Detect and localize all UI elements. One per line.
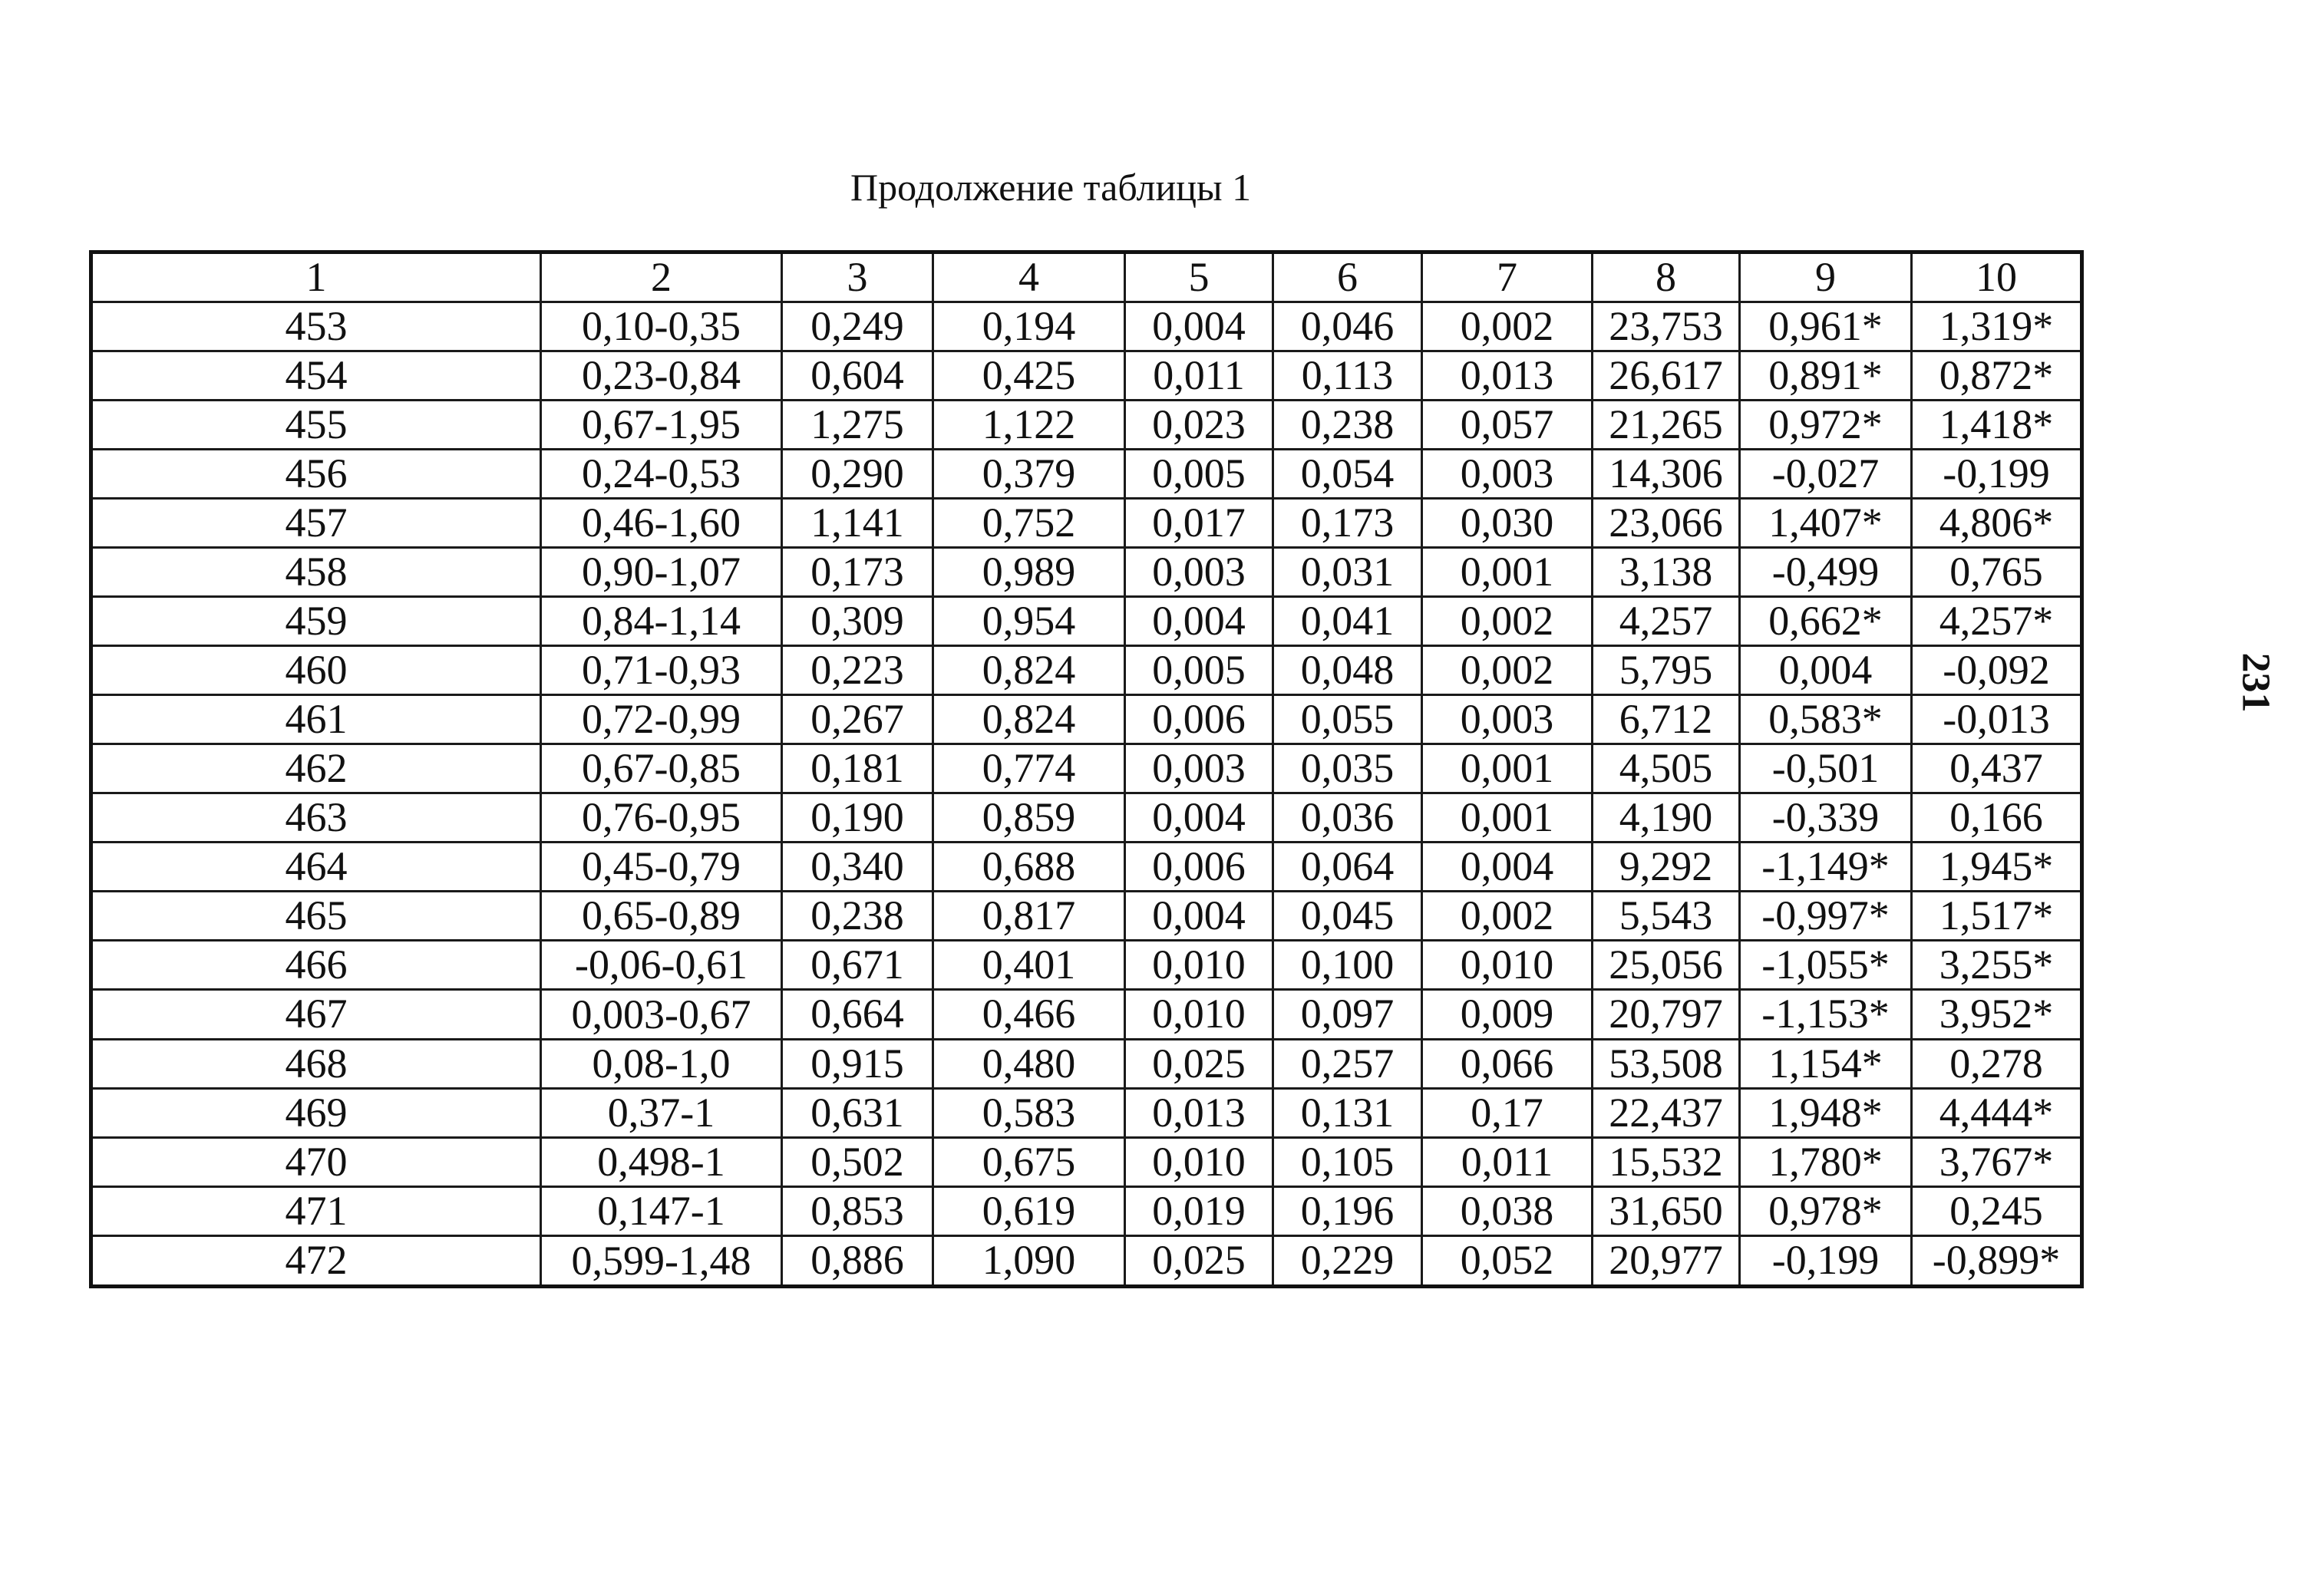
table-cell: 23,066 [1593,499,1740,548]
table-cell: 1,418* [1912,401,2082,450]
table-cell: 0,003 [1422,695,1593,744]
table-cell: 0,872* [1912,351,2082,401]
table-row [91,941,2082,990]
column-header: 2 [541,252,782,302]
table-row [91,1040,2082,1089]
table-cell: 0,002 [1422,892,1593,941]
table-cell: 0,46-1,60 [541,499,782,548]
table-cell: 456 [91,450,541,499]
table-cell: 0,041 [1273,597,1422,646]
table-cell: 1,407* [1740,499,1912,548]
table-cell: 0,131 [1273,1089,1422,1138]
table-cell: 0,238 [782,892,933,941]
table-cell: 3,255* [1912,941,2082,990]
table-cell: 0,466 [933,990,1125,1040]
table-cell: 0,72-0,99 [541,695,782,744]
table-cell: 462 [91,744,541,793]
table-cell: -0,501 [1740,744,1912,793]
table-cell: 0,23-0,84 [541,351,782,401]
table-cell: 0,817 [933,892,1125,941]
table-cell: 0,004 [1740,646,1912,695]
table-cell: 0,036 [1273,793,1422,843]
table-cell: 0,238 [1273,401,1422,450]
table-cell: 0,100 [1273,941,1422,990]
table-cell: 0,066 [1422,1040,1593,1089]
table-cell: -0,339 [1740,793,1912,843]
table-cell: 0,064 [1273,843,1422,892]
table-cell: 0,196 [1273,1187,1422,1236]
table-cell: 0,003 [1125,744,1273,793]
table-cell: 0,038 [1422,1187,1593,1236]
table-cell: 0,025 [1125,1236,1273,1287]
table-cell: 0,309 [782,597,933,646]
table-cell: 0,010 [1125,1138,1273,1187]
table-cell: 0,662* [1740,597,1912,646]
table-cell: 5,795 [1593,646,1740,695]
table-cell: 0,915 [782,1040,933,1089]
table-cell: 0,498-1 [541,1138,782,1187]
table-row [91,1187,2082,1236]
table-cell: 0,147-1 [541,1187,782,1236]
table-cell: 0,017 [1125,499,1273,548]
table-cell: 0,671 [782,941,933,990]
table-cell: 0,181 [782,744,933,793]
table-cell: 0,340 [782,843,933,892]
table-cell: 1,945* [1912,843,2082,892]
table-cell: 0,583 [933,1089,1125,1138]
table-cell: 0,425 [933,351,1125,401]
table-cell: 0,37-1 [541,1089,782,1138]
table-cell: 0,84-1,14 [541,597,782,646]
table-cell: 0,031 [1273,548,1422,597]
data-table [89,250,2084,1288]
table-cell: 0,054 [1273,450,1422,499]
table-row [91,450,2082,499]
table-cell: 0,90-1,07 [541,548,782,597]
table-cell: 0,002 [1422,302,1593,351]
table-header-row [91,252,2082,302]
table-cell: 0,599-1,48 [541,1236,782,1287]
table-cell: 470 [91,1138,541,1187]
table-cell: 0,853 [782,1187,933,1236]
table-cell: 0,886 [782,1236,933,1287]
table-cell: 14,306 [1593,450,1740,499]
table-cell: 0,048 [1273,646,1422,695]
table-cell: 26,617 [1593,351,1740,401]
table-cell: 21,265 [1593,401,1740,450]
table-cell: 3,952* [1912,990,2082,1040]
table-cell: 0,249 [782,302,933,351]
table-cell: 0,013 [1125,1089,1273,1138]
column-header: 4 [933,252,1125,302]
table-cell: 0,631 [782,1089,933,1138]
table-cell: 0,023 [1125,401,1273,450]
table-cell: 458 [91,548,541,597]
table-cell: 0,190 [782,793,933,843]
table-row [91,744,2082,793]
table-cell: 0,003 [1125,548,1273,597]
table-cell: -0,06-0,61 [541,941,782,990]
table-cell: 0,245 [1912,1187,2082,1236]
table-cell: 0,76-0,95 [541,793,782,843]
table-cell: 0,006 [1125,695,1273,744]
table-cell: 0,379 [933,450,1125,499]
column-header: 10 [1912,252,2082,302]
table-row [91,1089,2082,1138]
table-cell: 1,780* [1740,1138,1912,1187]
table-cell: 0,052 [1422,1236,1593,1287]
table-cell: 1,948* [1740,1089,1912,1138]
table-cell: 0,480 [933,1040,1125,1089]
table-cell: 0,824 [933,646,1125,695]
table-cell: 459 [91,597,541,646]
table-cell: -0,899* [1912,1236,2082,1287]
table-cell: 0,013 [1422,351,1593,401]
table-row [91,548,2082,597]
table-cell: -1,055* [1740,941,1912,990]
table-cell: 453 [91,302,541,351]
table-cell: 1,090 [933,1236,1125,1287]
table-cell: 0,972* [1740,401,1912,450]
table-cell: 1,141 [782,499,933,548]
table-cell: 31,650 [1593,1187,1740,1236]
table-row [91,1236,2082,1287]
table-cell: -0,013 [1912,695,2082,744]
table-cell: 455 [91,401,541,450]
table-cell: 0,005 [1125,450,1273,499]
table-cell: 0,004 [1125,302,1273,351]
table-cell: -0,199 [1740,1236,1912,1287]
table-row [91,843,2082,892]
table-cell: -0,092 [1912,646,2082,695]
table-cell: 0,688 [933,843,1125,892]
table-cell: 0,009 [1422,990,1593,1040]
table-cell: 461 [91,695,541,744]
table-cell: 0,166 [1912,793,2082,843]
table-cell: 0,004 [1125,793,1273,843]
table-row [91,499,2082,548]
table-cell: 15,532 [1593,1138,1740,1187]
table-cell: 0,004 [1125,892,1273,941]
column-header: 7 [1422,252,1593,302]
table-cell: 465 [91,892,541,941]
table-cell: 0,010 [1125,941,1273,990]
table-cell: 1,319* [1912,302,2082,351]
table-cell: 0,001 [1422,744,1593,793]
table-cell: 463 [91,793,541,843]
table-cell: 469 [91,1089,541,1138]
column-header: 5 [1125,252,1273,302]
table-cell: 0,010 [1422,941,1593,990]
table-cell: 0,194 [933,302,1125,351]
table-cell: 0,001 [1422,793,1593,843]
table-cell: 4,190 [1593,793,1740,843]
table-cell: 0,025 [1125,1040,1273,1089]
table-body [91,302,2082,1287]
column-header: 8 [1593,252,1740,302]
table-cell: 472 [91,1236,541,1287]
table-cell: 471 [91,1187,541,1236]
table-cell: 4,444* [1912,1089,2082,1138]
table-cell: 3,138 [1593,548,1740,597]
column-header: 6 [1273,252,1422,302]
table-cell: 0,859 [933,793,1125,843]
table-cell: 0,003 [1422,450,1593,499]
table-cell: 0,002 [1422,597,1593,646]
table-cell: 0,290 [782,450,933,499]
table-cell: 0,011 [1422,1138,1593,1187]
table-row [91,646,2082,695]
table-cell: -0,997* [1740,892,1912,941]
table-row [91,990,2082,1040]
table-cell: 0,229 [1273,1236,1422,1287]
table-cell: 0,664 [782,990,933,1040]
table-cell: -1,149* [1740,843,1912,892]
table-cell: 4,257* [1912,597,2082,646]
table-cell: 0,67-0,85 [541,744,782,793]
table-cell: 0,173 [782,548,933,597]
table-cell: 0,619 [933,1187,1125,1236]
table-cell: -1,153* [1740,990,1912,1040]
table-cell: 4,257 [1593,597,1740,646]
table-cell: 460 [91,646,541,695]
table-cell: 0,824 [933,695,1125,744]
table-row [91,1138,2082,1187]
table-cell: 0,173 [1273,499,1422,548]
table-cell: 0,005 [1125,646,1273,695]
table-cell: 0,10-0,35 [541,302,782,351]
table-cell: 467 [91,990,541,1040]
table-cell: 0,019 [1125,1187,1273,1236]
table-row [91,302,2082,351]
table-cell: 0,45-0,79 [541,843,782,892]
table-cell: 0,401 [933,941,1125,990]
table-cell: 0,752 [933,499,1125,548]
table-cell: 0,978* [1740,1187,1912,1236]
table-cell: 0,010 [1125,990,1273,1040]
table-cell: 23,753 [1593,302,1740,351]
table-cell: 0,003-0,67 [541,990,782,1040]
column-header: 9 [1740,252,1912,302]
table-cell: 0,035 [1273,744,1422,793]
table-cell: 0,765 [1912,548,2082,597]
table-cell: 0,267 [782,695,933,744]
table-row [91,695,2082,744]
table-cell: 0,774 [933,744,1125,793]
table-cell: 3,767* [1912,1138,2082,1187]
table-cell: 0,223 [782,646,933,695]
table-cell: 0,046 [1273,302,1422,351]
table-cell: 0,17 [1422,1089,1593,1138]
table-cell: 0,24-0,53 [541,450,782,499]
table-cell: 0,004 [1125,597,1273,646]
table-cell: 0,001 [1422,548,1593,597]
table-cell: 0,502 [782,1138,933,1187]
table-cell: 0,961* [1740,302,1912,351]
table-cell: 0,08-1,0 [541,1040,782,1089]
table-cell: 20,977 [1593,1236,1740,1287]
table-cell: 0,257 [1273,1040,1422,1089]
table-cell: 0,891* [1740,351,1912,401]
table-cell: 0,278 [1912,1040,2082,1089]
table-cell: 0,113 [1273,351,1422,401]
table-cell: 25,056 [1593,941,1740,990]
table-cell: 1,122 [933,401,1125,450]
table-cell: 468 [91,1040,541,1089]
table-cell: 0,006 [1125,843,1273,892]
table-cell: 9,292 [1593,843,1740,892]
table-cell: 0,675 [933,1138,1125,1187]
column-header: 1 [91,252,541,302]
table-row [91,892,2082,941]
table-cell: 0,045 [1273,892,1422,941]
table-cell: -0,499 [1740,548,1912,597]
table-cell: 464 [91,843,541,892]
table-cell: 1,275 [782,401,933,450]
table-cell: 22,437 [1593,1089,1740,1138]
table-cell: 0,004 [1422,843,1593,892]
table-cell: 0,437 [1912,744,2082,793]
table-row [91,597,2082,646]
table-row [91,351,2082,401]
table-cell: -0,027 [1740,450,1912,499]
table-cell: 454 [91,351,541,401]
table-cell: 4,806* [1912,499,2082,548]
table-cell: 4,505 [1593,744,1740,793]
table-cell: 20,797 [1593,990,1740,1040]
table-cell: 0,055 [1273,695,1422,744]
table-cell: 1,154* [1740,1040,1912,1089]
table-cell: 0,002 [1422,646,1593,695]
page-title: Продолжение таблицы 1 [850,166,1252,209]
table-row [91,793,2082,843]
table-cell: 0,030 [1422,499,1593,548]
table-cell: 0,65-0,89 [541,892,782,941]
table-cell: 0,71-0,93 [541,646,782,695]
table-row [91,401,2082,450]
table-cell: 53,508 [1593,1040,1740,1089]
table-cell: 0,954 [933,597,1125,646]
table-cell: 457 [91,499,541,548]
table-cell: 0,583* [1740,695,1912,744]
table-cell: 0,011 [1125,351,1273,401]
table-cell: 0,989 [933,548,1125,597]
table-cell: -0,199 [1912,450,2082,499]
column-header: 3 [782,252,933,302]
table-cell: 0,67-1,95 [541,401,782,450]
table-cell: 6,712 [1593,695,1740,744]
table-cell: 0,057 [1422,401,1593,450]
table-cell: 466 [91,941,541,990]
table-cell: 1,517* [1912,892,2082,941]
table-cell: 0,105 [1273,1138,1422,1187]
table-cell: 0,097 [1273,990,1422,1040]
table-cell: 0,604 [782,351,933,401]
table-cell: 5,543 [1593,892,1740,941]
page-number: 231 [2233,652,2278,713]
